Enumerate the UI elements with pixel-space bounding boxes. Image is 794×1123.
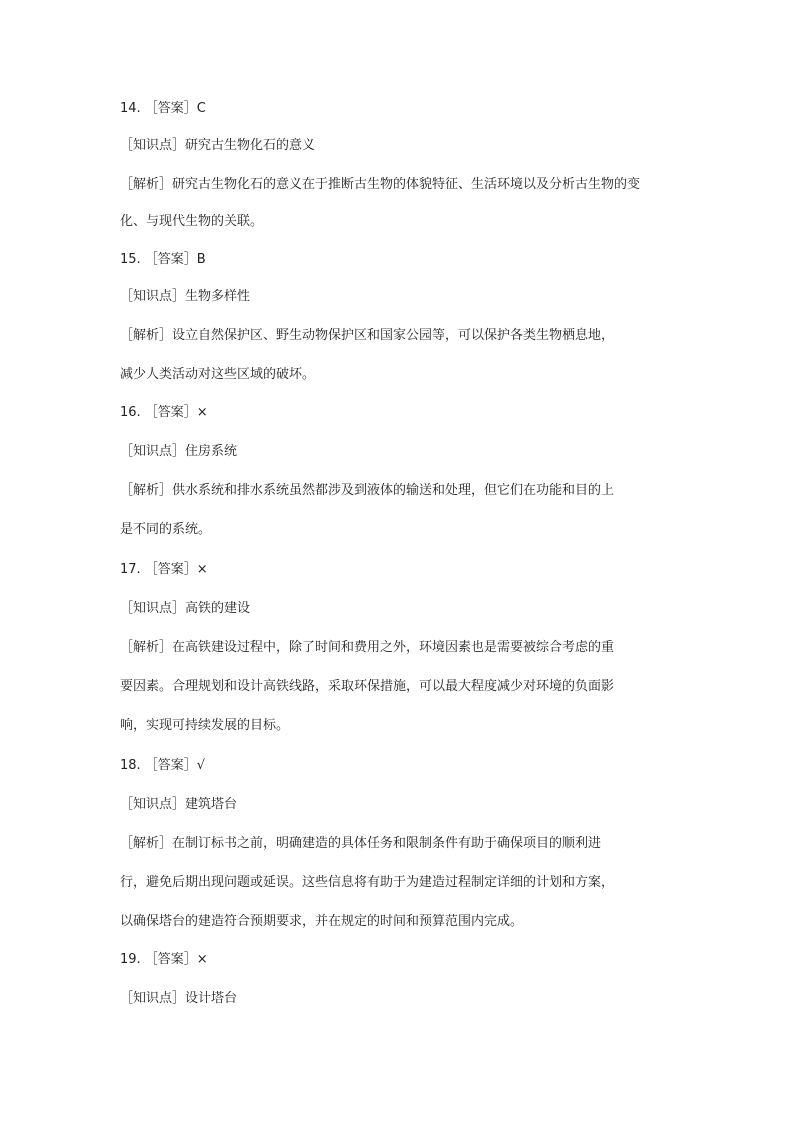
explanation-16-line-1: ［解析］供水系统和排水系统虽然都涉及到液体的输送和处理，但它们在功能和目的上 [120,483,615,498]
knowledge-point-18: ［知识点］建筑塔台 [120,797,238,812]
answer-14: 14. ［答案］C [120,101,206,116]
knowledge-point-14: ［知识点］研究古生物化石的意义 [120,138,316,153]
explanation-16-line-2: 是不同的系统。 [120,522,212,537]
answer-16: 16. ［答案］× [120,405,208,420]
knowledge-point-15: ［知识点］生物多样性 [120,289,251,304]
explanation-18-line-1: ［解析］在制订标书之前，明确建造的具体任务和限制条件有助于确保项目的顺利进 [120,836,602,851]
explanation-15-line-2: 减少人类活动对这些区域的破坏。 [120,367,316,382]
explanation-17-line-3: 响，实现可持续发展的目标。 [120,718,290,733]
knowledge-point-17: ［知识点］高铁的建设 [120,601,251,616]
explanation-18-line-3: 以确保塔台的建造符合预期要求，并在规定的时间和预算范围内完成。 [120,914,524,929]
knowledge-point-19: ［知识点］设计塔台 [120,991,238,1006]
answer-18: 18. ［答案］√ [120,758,206,773]
explanation-17-line-1: ［解析］在高铁建设过程中，除了时间和费用之外，环境因素也是需要被综合考虑的重 [120,640,615,655]
answer-17: 17. ［答案］× [120,562,208,577]
explanation-18-line-2: 行，避免后期出现问题或延误。这些信息将有助于为建造过程制定详细的计划和方案， [120,875,615,890]
knowledge-point-16: ［知识点］住房系统 [120,444,238,459]
answer-15: 15. ［答案］B [120,252,206,267]
explanation-14-line-1: ［解析］研究古生物化石的意义在于推断古生物的体貌特征、生活环境以及分析古生物的变 [120,177,641,192]
explanation-15-line-1: ［解析］设立自然保护区、野生动物保护区和国家公园等，可以保护各类生物栖息地， [120,328,615,343]
explanation-14-line-2: 化、与现代生物的关联。 [120,214,264,229]
explanation-17-line-2: 要因素。合理规划和设计高铁线路，采取环保措施，可以最大程度减少对环境的负面影 [120,679,615,694]
answer-19: 19. ［答案］× [120,952,208,967]
